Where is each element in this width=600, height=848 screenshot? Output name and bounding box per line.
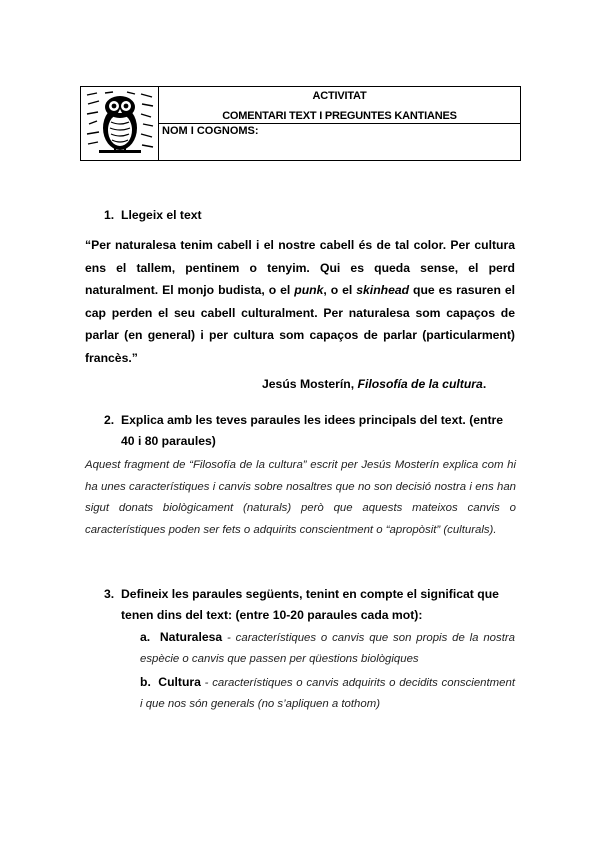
definition-item-naturalesa xyxy=(140,627,515,670)
question-2-heading-line-2: 40 i 80 paraules) xyxy=(121,434,216,448)
attribution-period: . xyxy=(482,377,487,391)
activity-subtitle: COMENTARI TEXT I PREGUNTES KANTIANES xyxy=(222,110,457,122)
name-field-label: NOM I COGNOMS: xyxy=(162,125,259,137)
book-title: Filosofía de la cultura xyxy=(357,377,483,391)
author-name: Jesús Mosterín, xyxy=(262,377,358,391)
question-1-number: 1. xyxy=(104,208,115,222)
quote-part-3: que es rasuren el cap perden el seu cabell culturalment. Per naturalesa som capaços de parlar (en general) i per cultura som capaços de parlar (particularment) francès.” xyxy=(85,283,515,365)
quote-attribution xyxy=(262,377,486,391)
quote-punk: punk xyxy=(294,283,324,297)
definition-marker: b. xyxy=(140,675,151,689)
question-3-number: 3. xyxy=(104,587,115,601)
logo-cell xyxy=(81,87,159,160)
question-1-heading: Llegeix el text xyxy=(121,208,202,222)
name-field[interactable] xyxy=(159,123,520,160)
quote-part-1: “Per naturalesa tenim cabell i el nostre cabell és de tal color. Per cultura ens el tallem, pentinem o tenyim. Qui es queda sense, el perd naturalment. El monjo budista, o el xyxy=(85,238,515,297)
question-3-heading-line-2: tenen dins del text: (entre 10-20 paraules cada mot): xyxy=(121,608,423,622)
activity-title: ACTIVITAT xyxy=(312,90,367,102)
question-2-heading-line-1: Explica amb les teves paraules les idees principals del text. (entre xyxy=(121,413,504,427)
quote-text xyxy=(85,234,515,369)
definition-marker: a. xyxy=(140,630,151,644)
definition-term: Cultura xyxy=(158,675,201,689)
definition-item-cultura xyxy=(140,672,515,715)
definition-text: - característiques o canvis adquirits o decidits conscientment i que nos són generals (no s’apliquen a tothom) xyxy=(140,677,515,710)
question-2-answer: Aquest fragment de “Filosofía de la cultura” escrit per Jesús Mosterín explica com hi ha unes característiques i canvis sobre nosaltres que no son decisió nostra i ens han sigut donats biològicament (naturals) però que aquests mateixos canvis o característiques poden ser fets o adquirits conscientment o “apropòsit” (culturals). xyxy=(85,459,516,536)
quote-skinhead: skinhead xyxy=(356,283,410,297)
header-table xyxy=(80,86,521,161)
question-2-number: 2. xyxy=(104,413,115,427)
definition-term: Naturalesa xyxy=(159,630,223,644)
definition-text: - característiques o canvis que son propis de la nostra espècie o canvis que passen per qüestions biològiques xyxy=(140,632,515,665)
question-3-heading-line-1: Defineix les paraules següents, tenint en compte el significat que xyxy=(121,587,499,601)
quote-part-2: , o el xyxy=(323,283,357,297)
owl-icon xyxy=(85,90,155,157)
